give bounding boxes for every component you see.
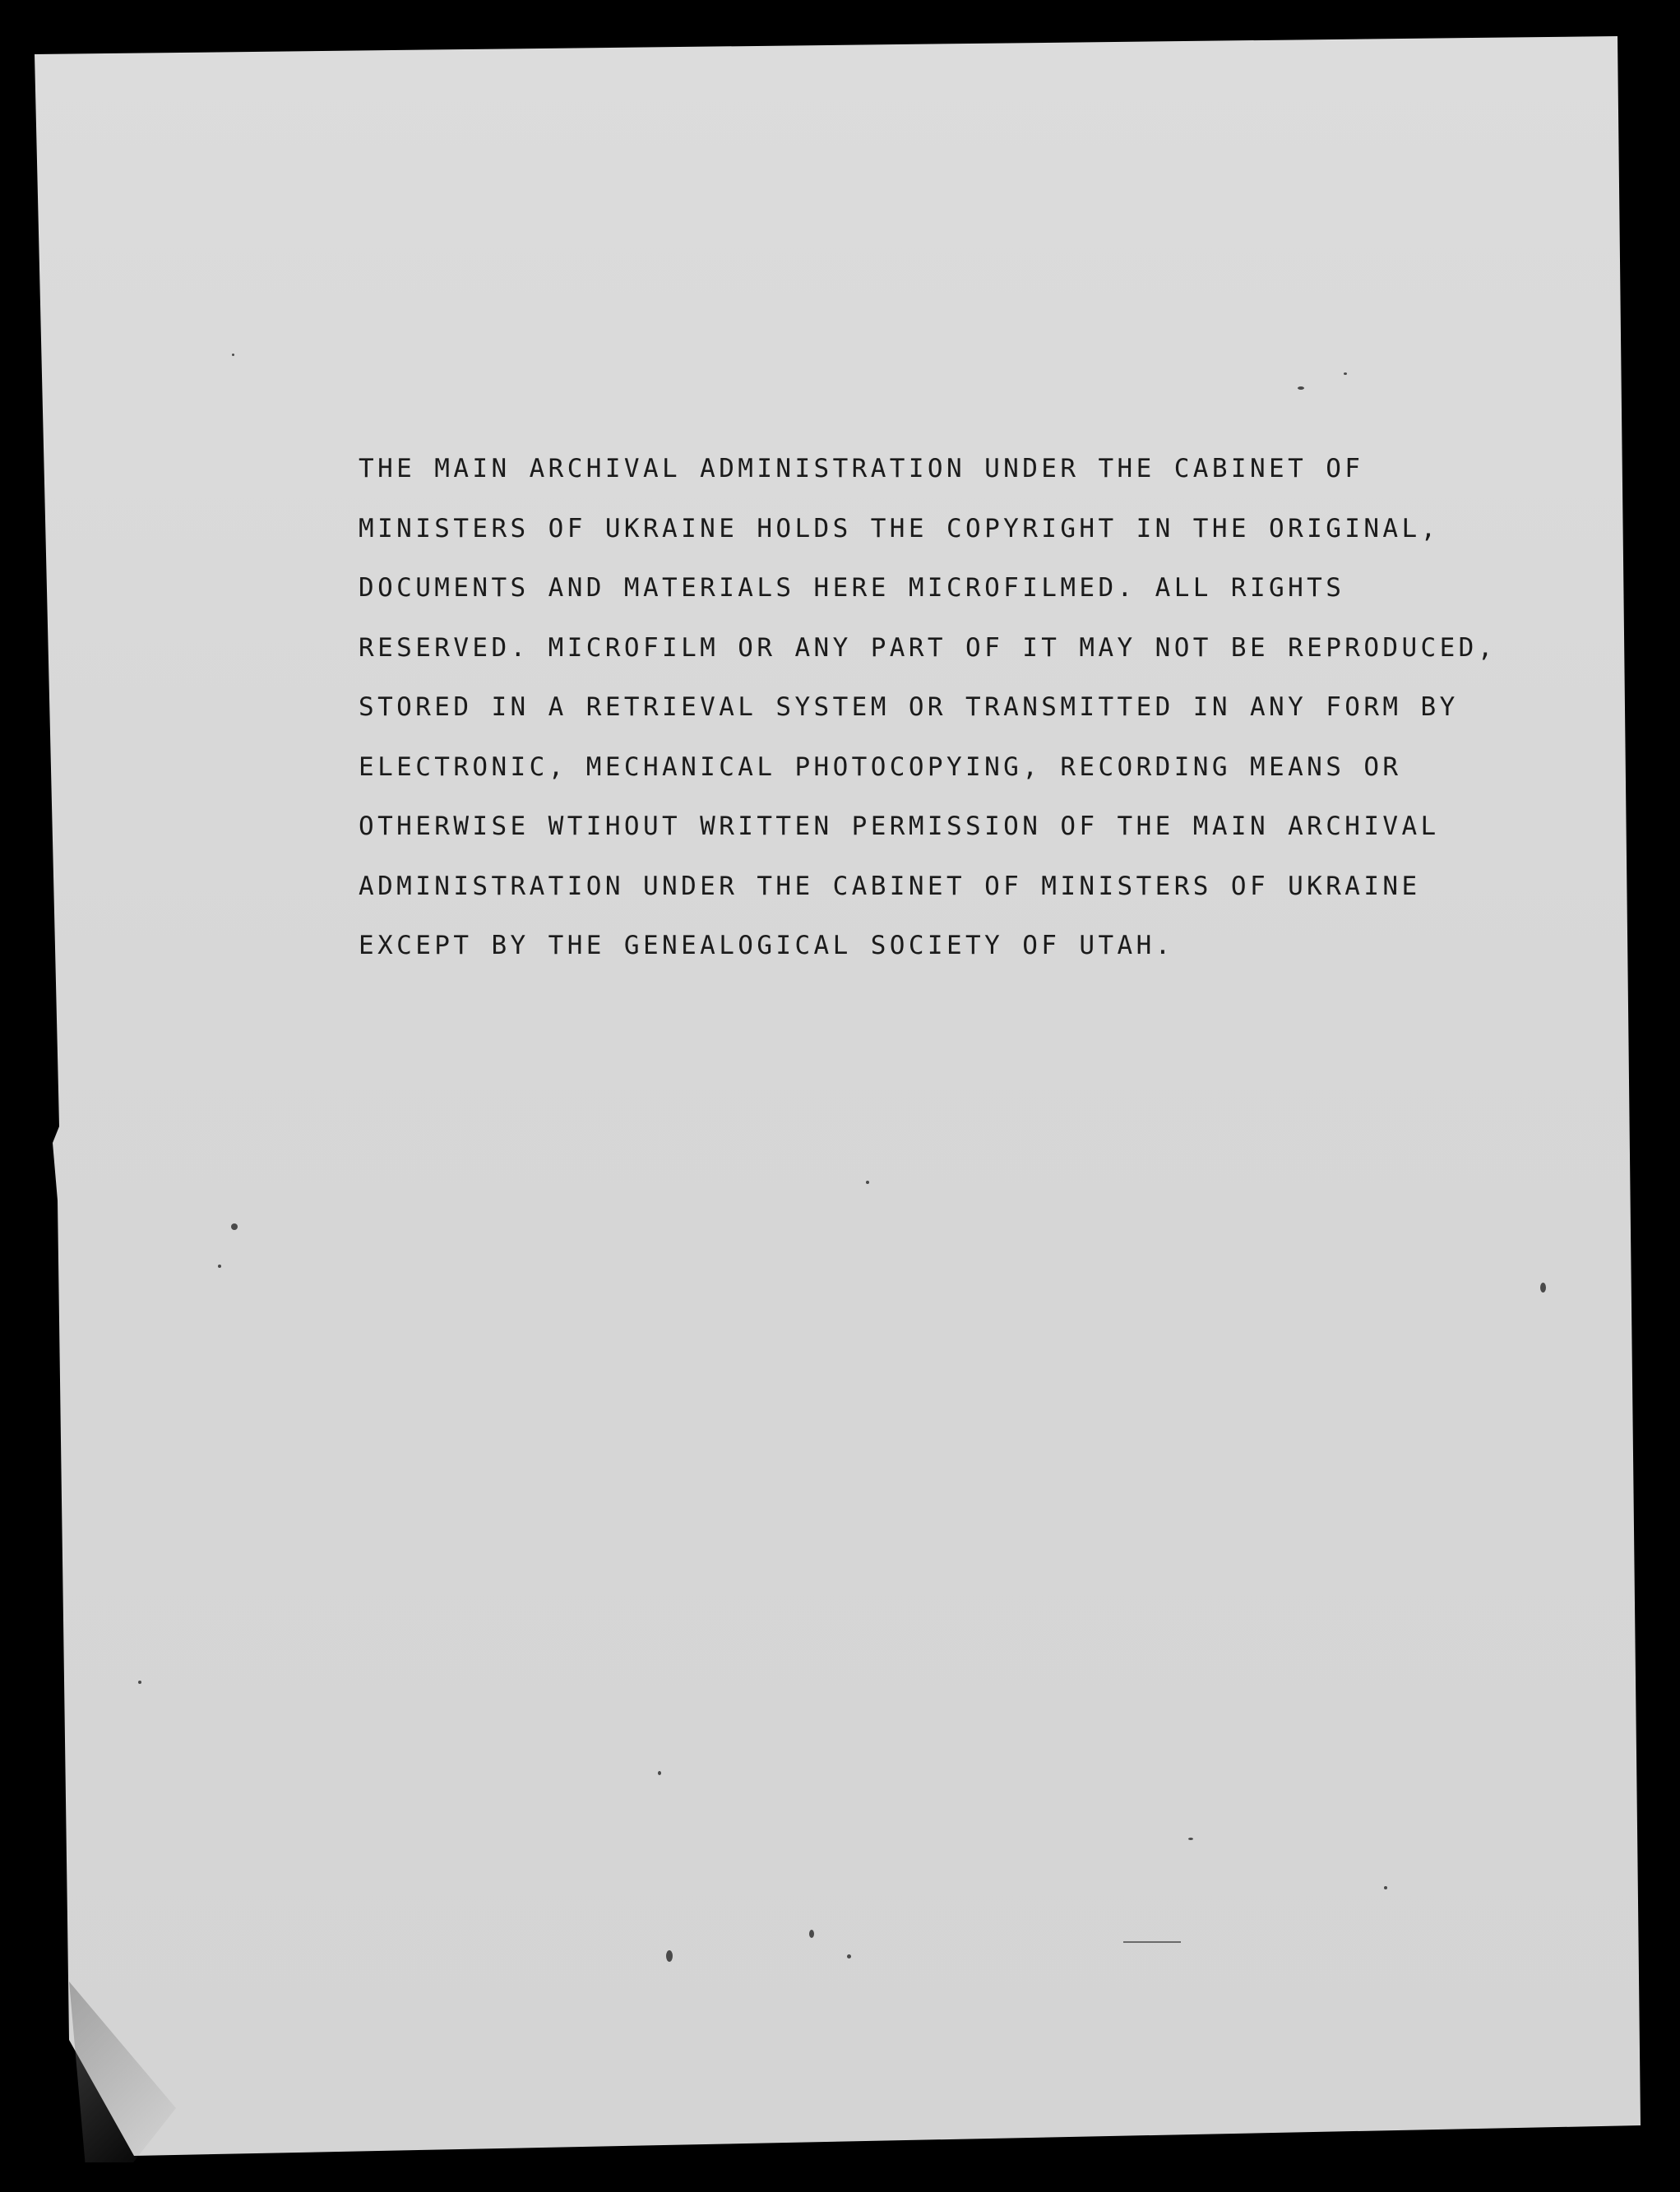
notice-line: OTHERWISE WTIHOUT WRITTEN PERMISSION OF THE MAIN ARCHIVAL (359, 812, 1440, 841)
scan-speck (866, 1181, 869, 1184)
scan-speck (847, 1954, 851, 1958)
notice-line: STORED IN A RETRIEVAL SYSTEM OR TRANSMITTED IN ANY FORM BY (359, 692, 1459, 722)
notice-line: ELECTRONIC, MECHANICAL PHOTOCOPYING, RECORDING MEANS OR (359, 751, 1402, 782)
scan-scratch (1123, 1941, 1181, 1943)
notice-line: MINISTERS OF UKRAINE HOLDS THE COPYRIGHT IN THE ORIGINAL, (359, 513, 1440, 543)
notice-line: DOCUMENTS AND MATERIALS HERE MICROFILMED. ALL RIGHTS (359, 573, 1345, 603)
scan-speck (1540, 1283, 1546, 1293)
copyright-notice (359, 439, 1510, 976)
scan-speck (1344, 372, 1347, 375)
scan-speck (218, 1265, 221, 1268)
scan-speck (1298, 386, 1304, 390)
scan-speck (1384, 1886, 1387, 1889)
notice-line: ADMINISTRATION UNDER THE CABINET OF MINISTERS OF UKRAINE (359, 871, 1421, 901)
notice-line: EXCEPT BY THE GENEALOGICAL SOCIETY OF UTAH. (359, 931, 1174, 960)
scan-speck (666, 1950, 673, 1962)
scan-speck (1188, 1838, 1193, 1840)
notice-line: RESERVED. MICROFILM OR ANY PART OF IT MAY NOT BE REPRODUCED, (359, 632, 1497, 663)
notice-line: THE MAIN ARCHIVAL ADMINISTRATION UNDER THE CABINET OF (359, 454, 1364, 483)
scan-speck (231, 1223, 238, 1230)
scan-speck (658, 1771, 661, 1775)
scan-speck (809, 1930, 814, 1938)
scan-speck (138, 1681, 141, 1684)
scan-speck (232, 354, 234, 356)
